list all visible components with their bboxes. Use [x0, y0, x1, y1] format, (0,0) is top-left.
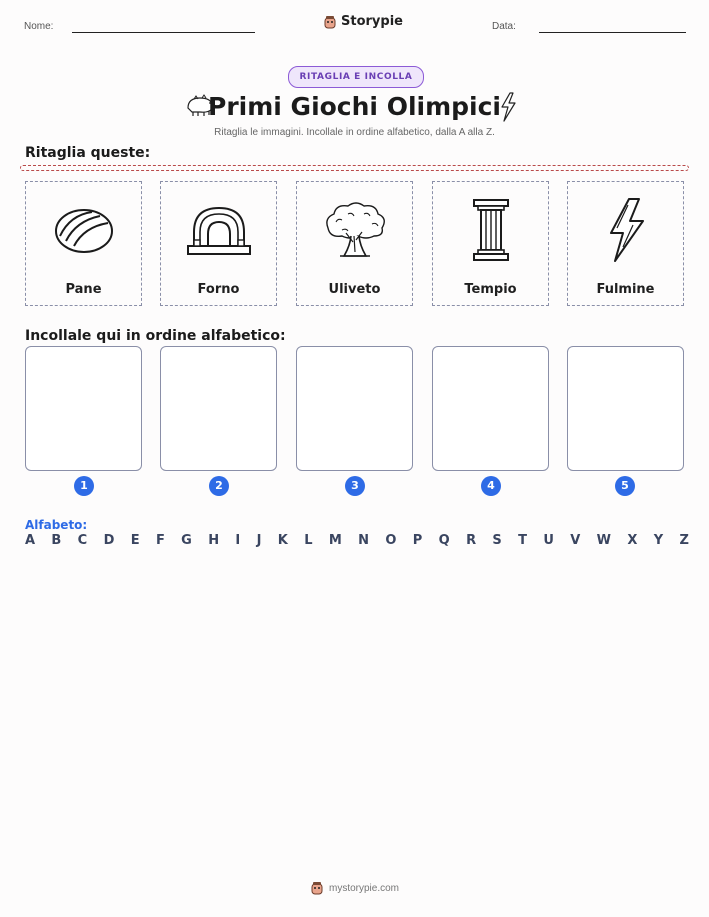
paste-box-3[interactable] [296, 346, 413, 471]
alphabet-letter: J [256, 533, 262, 548]
number-badge-3: 3 [345, 476, 365, 496]
instructions: Ritaglia le immagini. Incollale in ordine alfabetico, dalla A alla Z. [214, 127, 495, 138]
card-label: Fulmine [596, 282, 655, 297]
number-badge-5: 5 [615, 476, 635, 496]
olive-tree-icon [320, 200, 390, 260]
cut-heading: Ritaglia queste: [25, 145, 151, 161]
paste-box-1[interactable] [25, 346, 142, 471]
storypie-mascot-icon [310, 881, 324, 895]
alphabet-row [25, 533, 689, 548]
lightning-icon [603, 197, 649, 263]
cut-card-forno[interactable] [160, 181, 277, 306]
alphabet-letter: H [208, 533, 220, 548]
cut-card-uliveto[interactable] [296, 181, 413, 306]
paste-box-2[interactable] [160, 346, 277, 471]
alphabet-letter: Z [679, 533, 689, 548]
brand-logo [323, 14, 403, 29]
alphabet-letter: V [570, 533, 581, 548]
alphabet-letter: D [103, 533, 115, 548]
alphabet-letter: Y [653, 533, 664, 548]
alphabet-letter: A [25, 533, 36, 548]
alphabet-letter: G [181, 533, 192, 548]
alphabet-letter: U [543, 533, 554, 548]
card-label: Forno [197, 282, 240, 297]
alphabet-letter: I [235, 533, 241, 548]
alphabet-letter: N [358, 533, 370, 548]
page-title: Primi Giochi Olimpici [208, 92, 501, 121]
cut-card-tempio[interactable] [432, 181, 549, 306]
alphabet-letter: L [304, 533, 313, 548]
number-badge-4: 4 [481, 476, 501, 496]
name-line[interactable] [72, 32, 255, 33]
footer [0, 881, 709, 895]
alphabet-letter: K [277, 533, 288, 548]
paste-box-5[interactable] [567, 346, 684, 471]
alphabet-letter: X [627, 533, 638, 548]
alphabet-letter: T [518, 533, 528, 548]
bread-icon [52, 203, 116, 257]
date-label: Data: [492, 21, 516, 32]
brand-name: Storypie [341, 14, 403, 29]
column-icon [468, 198, 514, 262]
card-label: Uliveto [328, 282, 381, 297]
alphabet-letter: F [155, 533, 165, 548]
paste-heading: Incollale qui in ordine alfabetico: [25, 328, 286, 344]
alphabet-letter: P [412, 533, 423, 548]
alphabet-letter: W [596, 533, 612, 548]
alphabet-letter: C [77, 533, 88, 548]
number-badge-1: 1 [74, 476, 94, 496]
alphabet-letter: B [51, 533, 62, 548]
lightning-deco-icon [498, 92, 518, 122]
alphabet-letter: O [385, 533, 397, 548]
activity-badge: RITAGLIA E INCOLLA [288, 66, 424, 88]
cut-card-pane[interactable] [25, 181, 142, 306]
date-line[interactable] [539, 32, 686, 33]
cut-card-fulmine[interactable] [567, 181, 684, 306]
alphabet-letter: Q [438, 533, 450, 548]
alphabet-letter: S [492, 533, 502, 548]
paste-box-4[interactable] [432, 346, 549, 471]
name-label: Nome: [24, 21, 54, 32]
alphabet-letter: M [328, 533, 342, 548]
card-label: Tempio [464, 282, 517, 297]
alphabet-letter: R [466, 533, 477, 548]
alphabet-letter: E [130, 533, 140, 548]
number-badge-2: 2 [209, 476, 229, 496]
alphabet-label: Alfabeto: [25, 518, 88, 532]
footer-url[interactable]: mystorypie.com [328, 882, 399, 894]
card-label: Pane [65, 282, 102, 297]
oven-icon [184, 202, 254, 258]
cut-line [20, 165, 689, 171]
storypie-mascot-icon [323, 15, 337, 29]
